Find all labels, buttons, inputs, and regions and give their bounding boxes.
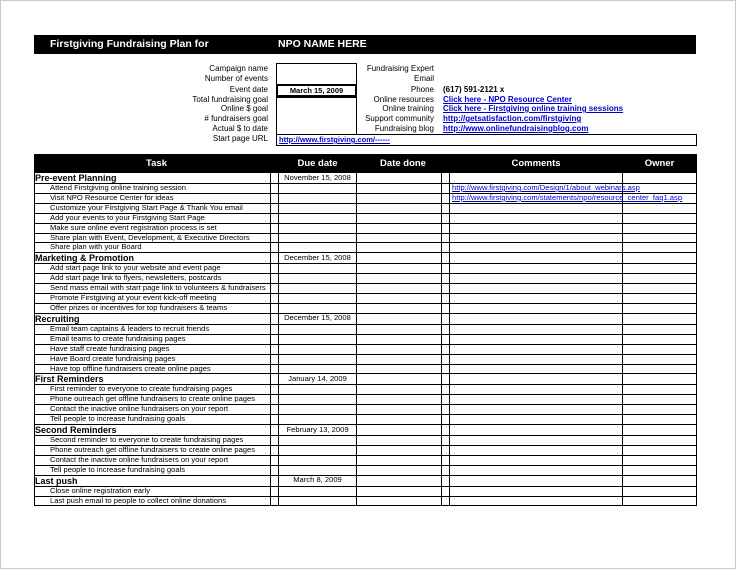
- check-cell[interactable]: [271, 374, 279, 385]
- goals-input[interactable]: [276, 95, 357, 135]
- task-row: [35, 344, 697, 354]
- check-cell[interactable]: [271, 425, 279, 436]
- due-date-cell[interactable]: [279, 243, 357, 253]
- due-date-cell[interactable]: [279, 415, 357, 425]
- comment-cell[interactable]: [450, 253, 623, 264]
- task-cell[interactable]: Phone outreach get offline fundraisers to create online pages: [35, 445, 271, 455]
- task-cell[interactable]: Have top offline fundraisers create online pages: [35, 364, 271, 374]
- date-done-cell[interactable]: [357, 465, 442, 475]
- comment-cell[interactable]: [450, 192, 683, 203]
- due-date-header: Due date: [279, 155, 357, 173]
- task-cell[interactable]: Attend Firstgiving online training session: [35, 184, 271, 194]
- section-title: Second Reminders: [35, 425, 271, 436]
- task-row: [35, 465, 697, 475]
- phone-value: (617) 591-2121 x: [443, 85, 505, 94]
- check-cell[interactable]: [271, 203, 279, 213]
- online-goal-label: Online $ goal: [220, 104, 268, 113]
- check-cell[interactable]: [442, 385, 450, 395]
- section-row: [35, 173, 697, 184]
- task-row: [35, 334, 697, 344]
- comment-cell[interactable]: [450, 294, 623, 304]
- comment-link[interactable]: http://www.firstgiving.com/Design/1/about_webinars.asp: [452, 183, 640, 192]
- check-cell[interactable]: [271, 496, 279, 506]
- date-done-header: Date done: [357, 155, 450, 173]
- date-done-cell[interactable]: [357, 184, 442, 194]
- due-date-cell[interactable]: [279, 405, 357, 415]
- due-date-cell[interactable]: [279, 294, 357, 304]
- due-date-cell[interactable]: [279, 445, 357, 455]
- owner-cell[interactable]: [623, 425, 697, 436]
- due-date-cell[interactable]: January 14, 2009: [279, 374, 357, 385]
- section-title: Pre-event Planning: [35, 173, 271, 184]
- check-cell[interactable]: [442, 475, 450, 486]
- check-cell[interactable]: [442, 223, 450, 233]
- check-cell[interactable]: [442, 303, 450, 313]
- date-done-cell[interactable]: [357, 324, 442, 334]
- plan-title: Firstgiving Fundraising Plan for: [50, 38, 209, 50]
- date-done-cell[interactable]: [357, 313, 442, 324]
- task-cell[interactable]: Make sure online event registration process is set: [35, 223, 271, 233]
- task-row: [35, 303, 697, 313]
- section-title: Marketing & Promotion: [35, 253, 271, 264]
- task-cell[interactable]: Contact the inactive online fundraisers on your report: [35, 405, 271, 415]
- date-done-cell[interactable]: [357, 364, 442, 374]
- title-bar: [34, 35, 696, 54]
- owner-cell[interactable]: [623, 486, 697, 496]
- check-cell[interactable]: [271, 264, 279, 274]
- check-cell[interactable]: [271, 486, 279, 496]
- due-date-cell[interactable]: [279, 284, 357, 294]
- check-cell[interactable]: [271, 253, 279, 264]
- comment-cell[interactable]: [450, 223, 623, 233]
- date-done-cell[interactable]: [357, 213, 442, 223]
- owner-cell[interactable]: [623, 475, 697, 486]
- check-cell[interactable]: [442, 436, 450, 446]
- owner-cell[interactable]: [623, 385, 697, 395]
- date-done-cell[interactable]: [357, 294, 442, 304]
- comment-cell[interactable]: [450, 303, 623, 313]
- section-title: Last push: [35, 475, 271, 486]
- date-done-cell[interactable]: [357, 385, 442, 395]
- check-cell[interactable]: [271, 364, 279, 374]
- comment-cell[interactable]: [450, 374, 623, 385]
- check-cell[interactable]: [271, 213, 279, 223]
- start-page-url-field[interactable]: [276, 134, 697, 146]
- date-done-cell[interactable]: [357, 395, 442, 405]
- date-done-cell[interactable]: [357, 374, 442, 385]
- check-cell[interactable]: [271, 324, 279, 334]
- task-cell[interactable]: Contact the inactive online fundraisers on your report: [35, 455, 271, 465]
- check-cell[interactable]: [271, 193, 279, 203]
- online-resources-label: Online resources: [373, 95, 434, 104]
- start-page-url-label: Start page URL: [212, 134, 268, 143]
- due-date-cell[interactable]: February 13, 2009: [279, 425, 357, 436]
- owner-cell[interactable]: [623, 173, 697, 184]
- task-cell[interactable]: Second reminder to everyone to create fundraising pages: [35, 436, 271, 446]
- check-cell[interactable]: [442, 374, 450, 385]
- task-row: [35, 496, 697, 506]
- check-cell[interactable]: [271, 395, 279, 405]
- check-cell[interactable]: [271, 184, 279, 194]
- due-date-cell[interactable]: [279, 395, 357, 405]
- section-title: Recruiting: [35, 313, 271, 324]
- task-cell[interactable]: Tell people to increase fundraising goals: [35, 465, 271, 475]
- check-cell[interactable]: [442, 344, 450, 354]
- due-date-cell[interactable]: [279, 193, 357, 203]
- date-done-cell[interactable]: [357, 354, 442, 364]
- task-row: [35, 203, 697, 213]
- task-cell[interactable]: Last push email to people to collect online donations: [35, 496, 271, 506]
- task-row: [35, 184, 697, 194]
- task-cell[interactable]: Have Board create fundraising pages: [35, 354, 271, 364]
- check-cell[interactable]: [442, 294, 450, 304]
- date-done-cell[interactable]: [357, 284, 442, 294]
- owner-cell[interactable]: [623, 243, 697, 253]
- check-cell[interactable]: [442, 173, 450, 184]
- check-cell[interactable]: [442, 213, 450, 223]
- comment-cell[interactable]: [450, 496, 623, 506]
- owner-cell[interactable]: [623, 303, 697, 313]
- check-cell[interactable]: [271, 465, 279, 475]
- comment-cell[interactable]: [450, 475, 623, 486]
- check-cell[interactable]: [442, 284, 450, 294]
- task-row: [35, 455, 697, 465]
- email-label: Email: [413, 74, 434, 83]
- owner-cell[interactable]: [623, 324, 697, 334]
- due-date-cell[interactable]: [279, 354, 357, 364]
- date-done-cell[interactable]: [357, 344, 442, 354]
- comment-cell[interactable]: [450, 364, 623, 374]
- task-table: [34, 154, 697, 506]
- section-row: [35, 374, 697, 385]
- check-cell[interactable]: [271, 475, 279, 486]
- owner-cell[interactable]: [623, 364, 697, 374]
- date-done-cell[interactable]: [357, 425, 442, 436]
- support-community-label: Support community: [365, 114, 434, 123]
- date-done-cell[interactable]: [357, 253, 442, 264]
- section-row: [35, 253, 697, 264]
- check-cell[interactable]: [271, 313, 279, 324]
- date-done-cell[interactable]: [357, 415, 442, 425]
- date-done-cell[interactable]: [357, 274, 442, 284]
- task-row: [35, 405, 697, 415]
- table-header-row: [35, 155, 697, 173]
- task-cell[interactable]: Add start page link to flyers, newsletters, postcards: [35, 274, 271, 284]
- due-date-cell[interactable]: December 15, 2008: [279, 313, 357, 324]
- date-done-cell[interactable]: [357, 496, 442, 506]
- task-cell[interactable]: Customize your Firstgiving Start Page & Thank You email: [35, 203, 271, 213]
- owner-cell[interactable]: [623, 223, 697, 233]
- owner-cell[interactable]: [623, 496, 697, 506]
- owner-cell[interactable]: [623, 203, 697, 213]
- comment-cell[interactable]: [450, 173, 623, 184]
- task-cell[interactable]: Visit NPO Resource Center for ideas: [35, 193, 271, 203]
- section-title: First Reminders: [35, 374, 271, 385]
- date-done-cell[interactable]: [357, 223, 442, 233]
- task-cell[interactable]: Share plan with Event, Development, & Executive Directors: [35, 233, 271, 243]
- due-date-cell[interactable]: [279, 334, 357, 344]
- owner-cell[interactable]: [623, 274, 697, 284]
- due-date-cell[interactable]: [279, 496, 357, 506]
- check-cell[interactable]: [271, 344, 279, 354]
- task-cell[interactable]: Offer prizes or incentives for top fundraisers & teams: [35, 303, 271, 313]
- comment-cell[interactable]: [450, 405, 623, 415]
- check-cell[interactable]: [442, 395, 450, 405]
- task-row: [35, 415, 697, 425]
- check-cell[interactable]: [442, 203, 450, 213]
- check-cell[interactable]: [442, 184, 450, 194]
- comment-cell[interactable]: [450, 415, 623, 425]
- comment-cell[interactable]: [450, 264, 623, 274]
- comment-cell[interactable]: [450, 436, 623, 446]
- online-training-link[interactable]: Click here - Firstgiving online training sessions: [443, 104, 624, 113]
- check-cell[interactable]: [271, 334, 279, 344]
- fundraisers-goal-label: # fundraisers goal: [204, 114, 268, 123]
- comment-cell[interactable]: [450, 213, 623, 223]
- task-row: [35, 233, 697, 243]
- check-cell[interactable]: [271, 303, 279, 313]
- number-of-events-label: Number of events: [204, 74, 268, 83]
- comment-cell[interactable]: [450, 455, 623, 465]
- check-cell[interactable]: [442, 354, 450, 364]
- date-done-cell[interactable]: [357, 193, 442, 203]
- due-date-cell[interactable]: [279, 303, 357, 313]
- check-cell[interactable]: [271, 274, 279, 284]
- task-row: [35, 395, 697, 405]
- owner-cell[interactable]: [623, 395, 697, 405]
- due-date-cell[interactable]: [279, 203, 357, 213]
- check-cell[interactable]: [271, 385, 279, 395]
- owner-cell[interactable]: [623, 294, 697, 304]
- owner-cell[interactable]: [623, 415, 697, 425]
- task-cell[interactable]: Promote Firstgiving at your event kick-off meeting: [35, 294, 271, 304]
- check-cell[interactable]: [442, 455, 450, 465]
- task-cell[interactable]: Tell people to increase fundraising goals: [35, 415, 271, 425]
- section-row: [35, 475, 697, 486]
- check-cell[interactable]: [442, 233, 450, 243]
- npo-resource-center-link[interactable]: Click here - NPO Resource Center: [443, 95, 572, 104]
- check-cell[interactable]: [442, 445, 450, 455]
- fundraising-blog-label: Fundraising blog: [374, 124, 434, 133]
- date-done-cell[interactable]: [357, 233, 442, 243]
- comment-cell[interactable]: [450, 243, 623, 253]
- task-row: [35, 274, 697, 284]
- task-header: Task: [35, 155, 279, 173]
- comment-link[interactable]: http://www.firstgiving.com/statements/npo/resource_center_faq1.asp: [452, 192, 683, 202]
- check-cell[interactable]: [271, 173, 279, 184]
- npo-name[interactable]: NPO NAME HERE: [278, 38, 367, 50]
- support-community-link[interactable]: http://getsatisfaction.com/firstgiving: [443, 114, 582, 123]
- check-cell[interactable]: [442, 334, 450, 344]
- date-done-cell[interactable]: [357, 303, 442, 313]
- due-date-cell[interactable]: [279, 465, 357, 475]
- task-row: [35, 193, 697, 203]
- actual-to-date-label: Actual $ to date: [212, 124, 268, 133]
- due-date-cell[interactable]: [279, 274, 357, 284]
- due-date-cell[interactable]: [279, 385, 357, 395]
- check-cell[interactable]: [442, 324, 450, 334]
- task-row: [35, 294, 697, 304]
- due-date-cell[interactable]: December 15, 2008: [279, 253, 357, 264]
- task-row: [35, 264, 697, 274]
- check-cell[interactable]: [442, 313, 450, 324]
- task-row: [35, 486, 697, 496]
- event-date-label: Event date: [229, 85, 268, 94]
- check-cell[interactable]: [271, 223, 279, 233]
- task-cell[interactable]: Email team captains & leaders to recruit friends: [35, 324, 271, 334]
- task-cell[interactable]: Close online registration early: [35, 486, 271, 496]
- owner-cell[interactable]: [623, 264, 697, 274]
- owner-cell[interactable]: [623, 445, 697, 455]
- task-row: [35, 243, 697, 253]
- task-cell[interactable]: Phone outreach get offline fundraisers to create online pages: [35, 395, 271, 405]
- check-cell[interactable]: [271, 354, 279, 364]
- total-goal-label: Total fundraising goal: [192, 95, 268, 104]
- section-row: [35, 425, 697, 436]
- due-date-cell[interactable]: [279, 364, 357, 374]
- task-cell[interactable]: Share plan with your Board: [35, 243, 271, 253]
- comment-cell[interactable]: [450, 313, 623, 324]
- date-done-cell[interactable]: [357, 436, 442, 446]
- check-cell[interactable]: [442, 264, 450, 274]
- due-date-cell[interactable]: [279, 184, 357, 194]
- owner-cell[interactable]: [623, 374, 697, 385]
- due-date-cell[interactable]: [279, 324, 357, 334]
- date-done-cell[interactable]: [357, 203, 442, 213]
- campaign-info-input[interactable]: [276, 63, 357, 85]
- check-cell[interactable]: [271, 233, 279, 243]
- comment-cell[interactable]: [450, 344, 623, 354]
- start-page-url-link[interactable]: http://www.firstgiving.com/------: [279, 135, 390, 144]
- owner-cell[interactable]: [623, 334, 697, 344]
- check-cell[interactable]: [442, 486, 450, 496]
- check-cell[interactable]: [271, 405, 279, 415]
- task-cell[interactable]: Add your events to your Firstgiving Start Page: [35, 213, 271, 223]
- fundraising-blog-link[interactable]: http://www.onlinefundraisingblog.com: [443, 124, 589, 133]
- event-date-input[interactable]: March 15, 2009: [276, 84, 357, 98]
- comment-cell[interactable]: [450, 183, 640, 194]
- comment-cell[interactable]: [450, 486, 623, 496]
- campaign-name-label: Campaign name: [209, 64, 268, 73]
- due-date-cell[interactable]: [279, 455, 357, 465]
- due-date-cell[interactable]: March 8, 2009: [279, 475, 357, 486]
- date-done-cell[interactable]: [357, 475, 442, 486]
- date-done-cell[interactable]: [357, 486, 442, 496]
- comment-cell[interactable]: [450, 203, 623, 213]
- section-row: [35, 313, 697, 324]
- owner-cell[interactable]: [623, 213, 697, 223]
- fundraising-expert-label: Fundraising Expert: [366, 64, 434, 73]
- check-cell[interactable]: [442, 364, 450, 374]
- date-done-cell[interactable]: [357, 264, 442, 274]
- check-cell[interactable]: [442, 425, 450, 436]
- check-cell[interactable]: [271, 294, 279, 304]
- comment-cell[interactable]: [450, 445, 623, 455]
- date-done-cell[interactable]: [357, 173, 442, 184]
- task-cell[interactable]: Have staff create fundraising pages: [35, 344, 271, 354]
- due-date-cell[interactable]: [279, 223, 357, 233]
- check-cell[interactable]: [271, 284, 279, 294]
- task-row: [35, 324, 697, 334]
- task-cell[interactable]: Send mass email with start page link to volunteers & fundraisers: [35, 284, 271, 294]
- check-cell[interactable]: [442, 243, 450, 253]
- comment-cell[interactable]: [450, 324, 623, 334]
- comment-cell[interactable]: [450, 425, 623, 436]
- owner-cell[interactable]: [623, 436, 697, 446]
- date-done-cell[interactable]: [357, 455, 442, 465]
- date-done-cell[interactable]: [357, 405, 442, 415]
- comment-cell[interactable]: [450, 385, 623, 395]
- task-row: [35, 213, 697, 223]
- check-cell[interactable]: [442, 253, 450, 264]
- owner-cell[interactable]: [623, 405, 697, 415]
- task-row: [35, 354, 697, 364]
- due-date-cell[interactable]: [279, 344, 357, 354]
- date-done-cell[interactable]: [357, 445, 442, 455]
- comment-cell[interactable]: [450, 334, 623, 344]
- owner-cell[interactable]: [623, 253, 697, 264]
- due-date-cell[interactable]: [279, 264, 357, 274]
- task-row: [35, 223, 697, 233]
- check-cell[interactable]: [442, 405, 450, 415]
- task-cell[interactable]: Add start page link to your website and event page: [35, 264, 271, 274]
- check-cell[interactable]: [442, 415, 450, 425]
- check-cell[interactable]: [442, 193, 450, 203]
- owner-cell[interactable]: [623, 313, 697, 324]
- check-cell[interactable]: [442, 274, 450, 284]
- check-cell[interactable]: [271, 415, 279, 425]
- task-row: [35, 436, 697, 446]
- phone-label: Phone: [410, 85, 434, 94]
- task-row: [35, 445, 697, 455]
- owner-cell[interactable]: [623, 284, 697, 294]
- check-cell[interactable]: [442, 465, 450, 475]
- comment-cell[interactable]: [450, 284, 623, 294]
- check-cell[interactable]: [271, 243, 279, 253]
- comment-cell[interactable]: [450, 395, 623, 405]
- due-date-cell[interactable]: [279, 486, 357, 496]
- check-cell[interactable]: [271, 455, 279, 465]
- due-date-cell[interactable]: [279, 233, 357, 243]
- comments-header: Comments: [450, 155, 623, 173]
- check-cell[interactable]: [271, 436, 279, 446]
- comment-cell[interactable]: [450, 233, 623, 243]
- owner-cell[interactable]: [623, 344, 697, 354]
- date-done-cell[interactable]: [357, 243, 442, 253]
- task-cell[interactable]: First reminder to everyone to create fundraising pages: [35, 385, 271, 395]
- owner-cell[interactable]: [623, 455, 697, 465]
- task-cell[interactable]: Email teams to create fundraising pages: [35, 334, 271, 344]
- due-date-cell[interactable]: November 15, 2008: [279, 173, 357, 184]
- owner-cell[interactable]: [623, 465, 697, 475]
- owner-cell[interactable]: [623, 354, 697, 364]
- owner-cell[interactable]: [623, 233, 697, 243]
- check-cell[interactable]: [442, 496, 450, 506]
- comment-cell[interactable]: [450, 465, 623, 475]
- online-training-label: Online training: [382, 104, 434, 113]
- task-row: [35, 364, 697, 374]
- task-row: [35, 284, 697, 294]
- date-done-cell[interactable]: [357, 334, 442, 344]
- task-row: [35, 385, 697, 395]
- comment-cell[interactable]: [450, 274, 623, 284]
- owner-header: Owner: [623, 155, 697, 173]
- due-date-cell[interactable]: [279, 213, 357, 223]
- check-cell[interactable]: [271, 445, 279, 455]
- due-date-cell[interactable]: [279, 436, 357, 446]
- comment-cell[interactable]: [450, 354, 623, 364]
